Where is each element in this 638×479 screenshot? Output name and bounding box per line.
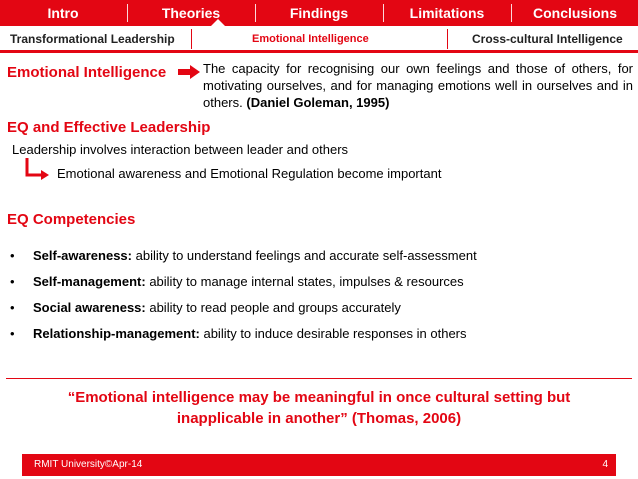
subtab-emotional-intelligence[interactable]: Emotional Intelligence xyxy=(252,33,369,45)
competency-desc: ability to read people and groups accurately xyxy=(145,300,401,315)
competency-desc: ability to induce desirable responses in others xyxy=(199,326,467,341)
tab-findings[interactable]: Findings xyxy=(289,5,349,21)
quote-line: inapplicable in another” (Thomas, 2006) xyxy=(176,410,462,427)
list-item xyxy=(10,248,630,274)
right-arrow-icon xyxy=(178,65,200,84)
tab-theories[interactable]: Theories xyxy=(161,5,221,21)
footer-text: RMIT University©Apr-14 xyxy=(34,459,143,470)
tab-intro[interactable]: Intro xyxy=(47,5,79,21)
page-number: 4 xyxy=(602,459,608,470)
list-item xyxy=(10,300,630,326)
leadership-line: Leadership involves interaction between leader and others xyxy=(12,142,349,157)
footer xyxy=(22,454,616,476)
top-nav xyxy=(0,0,638,26)
ei-citation: (Daniel Goleman, 1995) xyxy=(246,95,390,110)
subnav-underline xyxy=(0,50,638,53)
subnav-divider xyxy=(447,29,448,49)
ei-definition-text: The capacity for recognising our own feelings and those of others, for motivating ourselves, and for managing emotions well in ourselves and in others. xyxy=(203,61,633,110)
competency-desc: ability to manage internal states, impulses & resources xyxy=(145,274,464,289)
bullet-icon: • xyxy=(10,300,15,315)
subtab-transformational-leadership[interactable]: Transformational Leadership xyxy=(10,32,175,46)
subnav-divider xyxy=(191,29,192,49)
quote xyxy=(30,387,608,429)
subtab-cross-cultural-intelligence[interactable]: Cross-cultural Intelligence xyxy=(472,32,623,46)
bullet-icon: • xyxy=(10,274,15,289)
tab-conclusions[interactable]: Conclusions xyxy=(532,5,617,21)
quote-line: “Emotional intelligence may be meaningful in once cultural setting but xyxy=(67,389,571,406)
competency-term: Social awareness: xyxy=(33,300,146,315)
ei-label: Emotional Intelligence xyxy=(7,64,167,81)
competencies-heading: EQ Competencies xyxy=(7,211,136,228)
bullet-icon: • xyxy=(10,326,15,341)
bullet-icon: • xyxy=(10,248,15,263)
elbow-arrow-icon xyxy=(24,157,50,186)
list-item xyxy=(10,326,630,352)
active-tab-indicator xyxy=(211,19,225,26)
ei-definition xyxy=(203,60,633,111)
competency-term: Self-management: xyxy=(33,274,146,289)
quote-divider xyxy=(6,378,632,379)
competency-term: Self-awareness: xyxy=(33,248,132,263)
tab-limitations[interactable]: Limitations xyxy=(409,5,485,21)
competency-term: Relationship-management: xyxy=(33,326,200,341)
competency-desc: ability to understand feelings and accurate self-assessment xyxy=(132,248,477,263)
list-item xyxy=(10,274,630,300)
sub-nav xyxy=(0,27,638,51)
leadership-consequence: Emotional awareness and Emotional Regulation become important xyxy=(57,166,442,181)
leadership-heading: EQ and Effective Leadership xyxy=(7,119,211,136)
competencies-list xyxy=(10,248,630,352)
